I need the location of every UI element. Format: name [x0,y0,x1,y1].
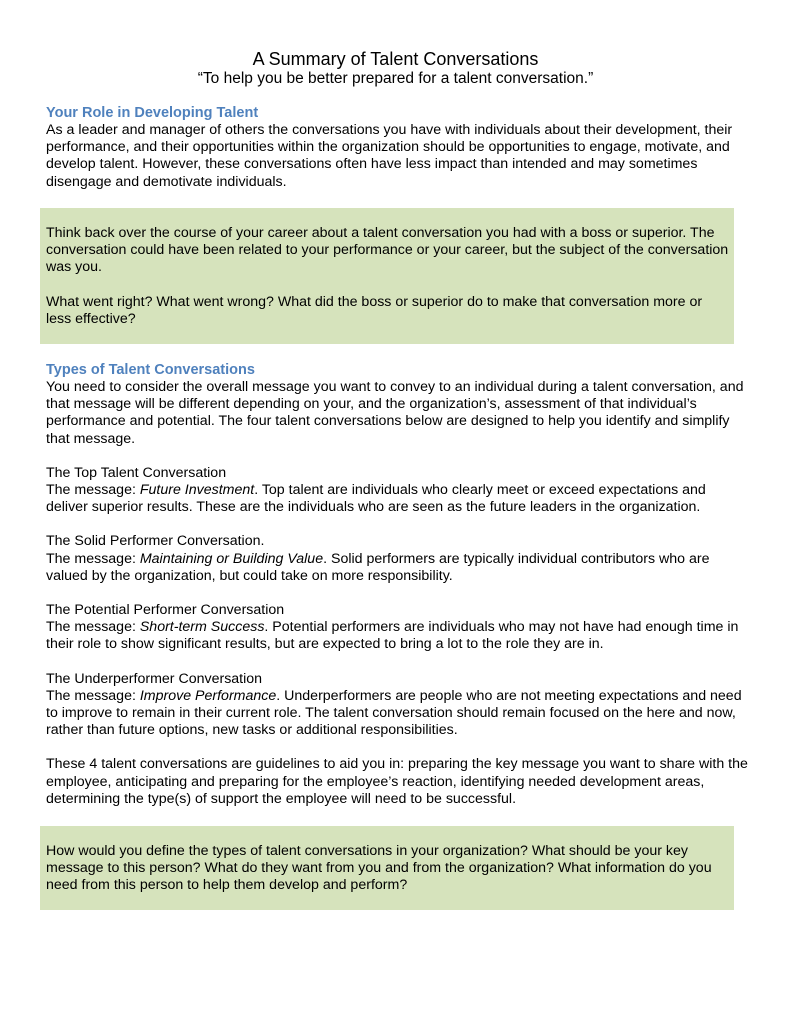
conversation-message [46,482,751,516]
message-prefix: The message: [46,687,140,704]
reflection-box-2 [40,826,734,910]
reflection-box-1-para2: What went right? What went wrong? What did the boss or superior do to make that conversation more or less effective? [46,293,703,327]
message-description: . Top talent are individuals who clearly meet or exceed expectations and deliver superior results. These are the individuals who are seen as the future leaders in the organization. [46,482,706,516]
conversation-message [46,688,751,740]
document-subtitle: “To help you be better prepared for a talent conversation.” [197,70,594,87]
message-key: Improve Performance [139,687,277,704]
message-key: Short-term Success [139,619,265,636]
conversation-message [46,619,751,653]
message-prefix: The message: [46,482,140,499]
role-paragraph: As a leader and manager of others the conversations you have with individuals about their development, their performance, and their opportunities within the organization should be opportunities to engage, motivate, and develop talent. However, these conversations often have less impact than intended and may sometimes disengage and demotivate individuals. [46,122,733,190]
section-heading-types: Types of Talent Conversations [46,362,255,378]
message-description: . Potential performers are individuals who may not have had enough time in their role to show significant results, but are expected to bring a lot to the role they are in. [46,619,739,653]
section-heading-role: Your Role in Developing Talent [46,105,259,121]
conversation-name: The Solid Performer Conversation. [46,533,265,550]
reflection-box-2-para1: How would you define the types of talent conversations in your organization? What should be your key message to this person? What do they want from you and from the organization? What information do you need from this person to help them develop and perform? [46,843,712,894]
conversation-name: The Underperformer Conversation [46,670,263,687]
closing-paragraph: These 4 talent conversations are guidelines to aid you in: preparing the key message you want to share with the employee, anticipating and preparing for the employee’s reaction, identifying needed development areas, determining the type(s) of support the employee will need to be successful. [46,756,748,807]
message-key: Future Investment [139,482,255,499]
types-section-body [46,379,751,808]
message-description: . Underperformers are people who are not meeting expectations and need to improve to remain in their current role. The talent conversation should remain focused on the here and now, rather than future options, new tasks or additional responsibilities. [46,687,742,739]
types-intro-paragraph: You need to consider the overall message you want to convey to an individual during a talent conversation, and that message will be different depending on your, and the organization’s, assessment of that individual’s performance and potential. The four talent conversations below are designed to help you identify and simplify that message. [46,379,744,447]
document-title: A Summary of Talent Conversations [252,49,539,69]
reflection-box-1-para1: Think back over the course of your career about a talent conversation you had with a boss or superior. The conversation could have been related to your performance or your career, but the subject of the conversation was you. [46,225,729,276]
conversation-name: The Top Talent Conversation [46,464,227,481]
reflection-box-1-text [46,225,731,328]
reflection-box-1 [40,208,734,344]
message-description: . Solid performers are typically individual contributors who are valued by the organization, but could take on more responsibility. [46,550,710,584]
reflection-box-2-text [46,843,731,895]
message-key: Maintaining or Building Value [139,550,324,567]
message-prefix: The message: [46,619,140,636]
message-prefix: The message: [46,550,140,567]
conversation-message [46,551,751,585]
conversation-name: The Potential Performer Conversation [46,602,285,619]
